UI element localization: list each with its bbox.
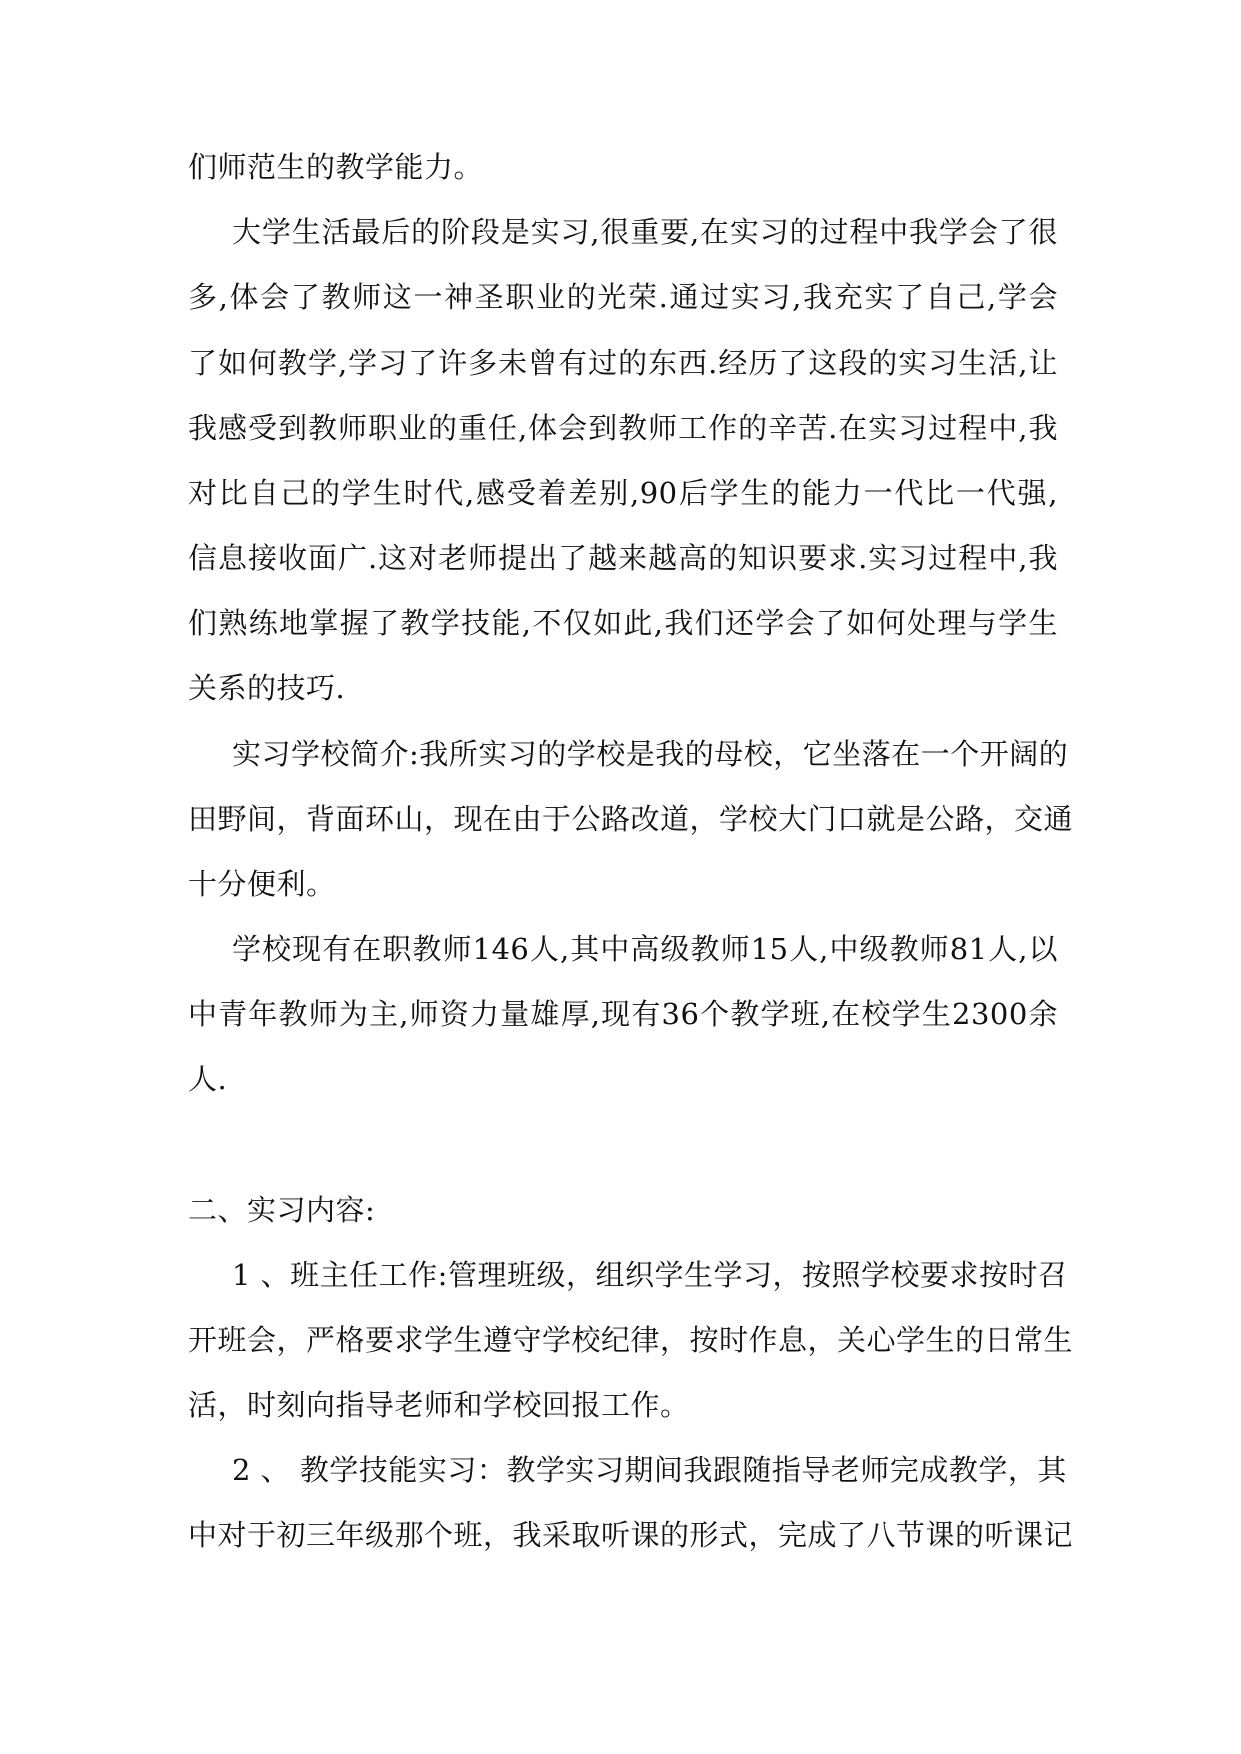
text-line: 关系的技巧. [188,671,346,705]
text-line: 活，时刻向指导老师和学校回报工作。 [188,1388,690,1422]
text-line: 人. [188,1062,228,1096]
text-line: 我感受到教师职业的重任,体会到教师工作的辛苦.在实习过程中,我 [188,411,1058,445]
text-line: 大学生活最后的阶段是实习,很重要,在实习的过程中我学会了很 [232,215,1058,249]
text-line: 了如何教学,学习了许多未曾有过的东西.经历了这段的实习生活,让 [188,346,1058,380]
text-line: 信息接收面广.这对老师提出了越来越高的知识要求.实习过程中,我 [188,541,1058,575]
text-line: 实习学校简介:我所实习的学校是我的母校，它坐落在一个开阔的 [232,737,1069,771]
text-line: 学校现有在职教师146人,其中高级教师15人,中级教师81人,以 [232,932,1058,966]
text-line: 们师范生的教学能力。 [188,150,484,184]
text-line: 中对于初三年级那个班，我采取听课的形式，完成了八节课的听课记 [188,1518,1074,1552]
text-line: 们熟练地掌握了教学技能,不仅如此,我们还学会了如何处理与学生 [188,606,1058,640]
text-line: 2 、 教学技能实习：教学实习期间我跟随指导老师完成教学，其 [232,1453,1067,1487]
text-line: 开班会，严格要求学生遵守学校纪律，按时作息，关心学生的日常生 [188,1323,1074,1357]
section-heading: 二、实习内容: [188,1193,376,1227]
text-line: 中青年教师为主,师资力量雄厚,现有36个教学班,在校学生2300余 [188,997,1058,1031]
text-line: 田野间，背面环山，现在由于公路改道，学校大门口就是公路，交通 [188,802,1074,836]
text-line: 对比自己的学生时代,感受着差别,90后学生的能力一代比一代强, [188,476,1058,510]
text-line: 十分便利。 [188,867,336,901]
text-line: 多,体会了教师这一神圣职业的光荣.通过实习,我充实了自己,学会 [188,280,1058,314]
text-line: 1 、班主任工作:管理班级，组织学生学习，按照学校要求按时召 [232,1258,1068,1292]
